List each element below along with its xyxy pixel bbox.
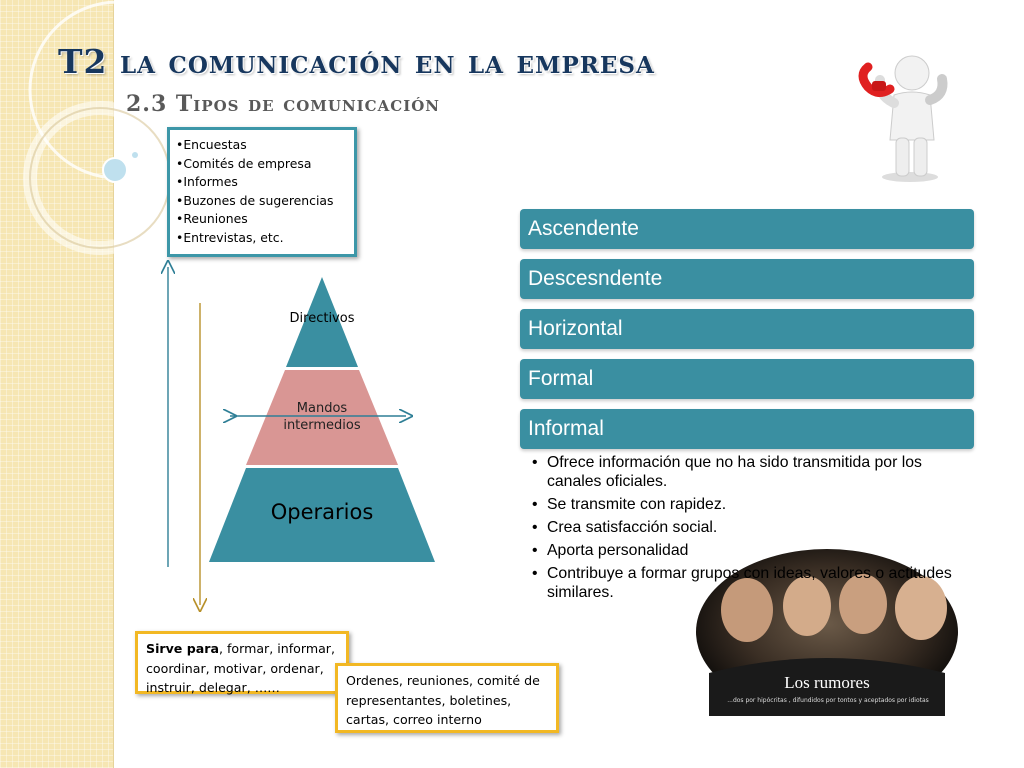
channels-box <box>335 663 559 733</box>
type-bar-informal: Informal <box>520 409 974 449</box>
type-bar-descendente: Descesndente <box>520 259 974 299</box>
list-item: • Encuestas <box>176 136 348 155</box>
list-item: • Ofrece información que no ha sido transmitida por los canales oficiales. <box>532 453 972 491</box>
list-item: • Comités de empresa <box>176 155 348 174</box>
phone-person-icon <box>850 45 960 185</box>
list-item: • Informes <box>176 173 348 192</box>
list-item: • Buzones de sugerencias <box>176 192 348 211</box>
type-bar-ascendente: Ascendente <box>520 209 974 249</box>
list-item: • Aporta personalidad <box>532 541 972 560</box>
channels-text: Ordenes, reuniones, comité de representantes, boletines, cartas, correo interno <box>346 673 540 728</box>
list-item: • Se transmite con rapidez. <box>532 495 972 514</box>
purpose-label: Sirve para <box>146 641 219 656</box>
pyramid-label-bottom: Operarios <box>270 500 374 524</box>
list-item: • Reuniones <box>176 210 348 229</box>
list-item: • Crea satisfacción social. <box>532 518 972 537</box>
pyramid-label-middle: Mandos intermedios <box>283 401 361 433</box>
hierarchy-pyramid-diagram <box>150 255 450 615</box>
type-bar-formal: Formal <box>520 359 974 399</box>
list-item: • Entrevistas, etc. <box>176 229 348 248</box>
informal-characteristics-list <box>532 453 972 606</box>
purpose-text: , formar, informar, coordinar, motivar, ordenar, instruir, delegar, …… <box>146 641 335 696</box>
rumors-small-text: ...dos por hipócritas , difundidos por tontos y aceptados por idiotas <box>727 697 929 704</box>
list-item: • Contribuye a formar grupos con ideas, valores o actitudes similares. <box>532 564 972 602</box>
pyramid-label-top: Directivos <box>289 311 355 326</box>
rumors-caption: Los rumores <box>784 673 870 692</box>
page-title: T2 la comunicación en la empresa <box>58 42 655 81</box>
purpose-box <box>135 631 349 694</box>
type-bar-horizontal: Horizontal <box>520 309 974 349</box>
feedback-methods-box <box>167 127 357 257</box>
page-subtitle: 2.3 Tipos de comunicación <box>126 91 440 117</box>
